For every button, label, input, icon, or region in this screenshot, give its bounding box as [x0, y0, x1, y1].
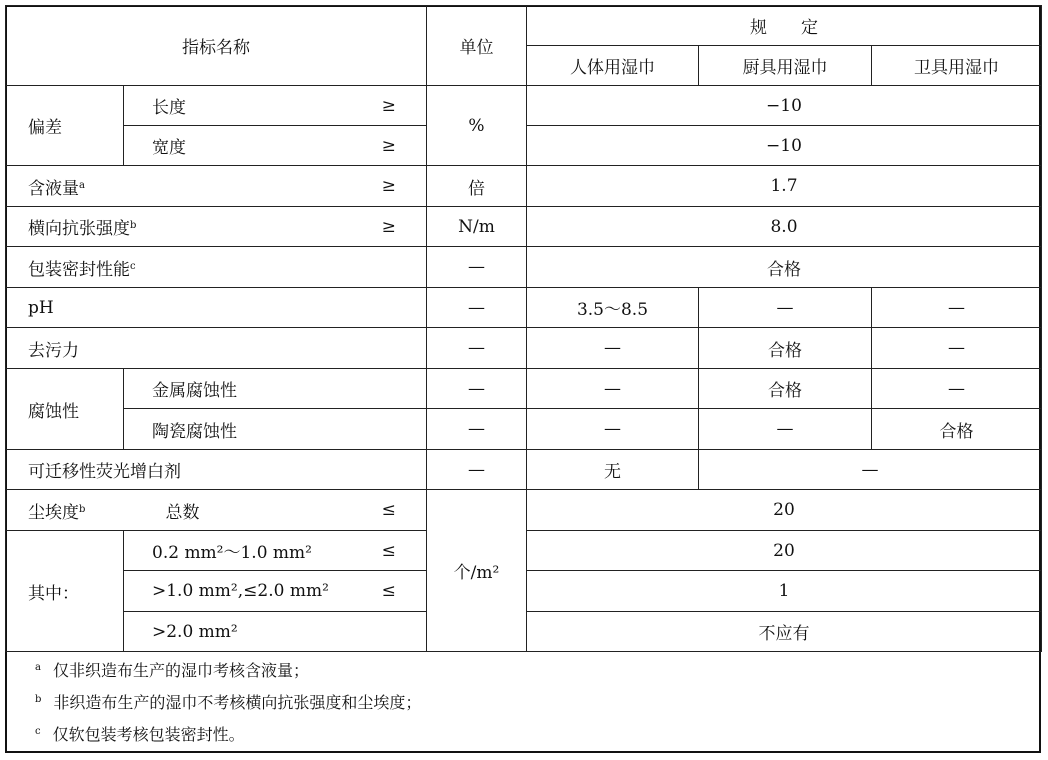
dust-total-label: 总数 — [124, 490, 352, 531]
metal-corrosion-unit: — — [427, 369, 527, 409]
header-requirement: 规 定 — [527, 6, 1042, 46]
liquid-unit: 倍 — [427, 166, 527, 207]
decontam-sanitary: — — [872, 328, 1042, 369]
width-operator: ≥ — [352, 126, 427, 166]
metal-corrosion-kitchen: 合格 — [699, 369, 872, 409]
metal-corrosion-label: 金属腐蚀性 — [124, 369, 427, 409]
ceramic-corrosion-sanitary: 合格 — [872, 409, 1042, 450]
length-label: 长度 — [124, 86, 352, 126]
liquid-operator: ≥ — [352, 166, 427, 207]
ceramic-corrosion-label: 陶瓷腐蚀性 — [124, 409, 427, 450]
table-row — [6, 207, 1042, 247]
decontam-body: — — [527, 328, 699, 369]
dust-range-operator: ≤ — [352, 571, 427, 612]
dust-range-label: >1.0 mm²,≤2.0 mm² — [124, 571, 352, 612]
table-row — [6, 450, 1042, 490]
ceramic-corrosion-kitchen: — — [699, 409, 872, 450]
dust-range-label: 0.2 mm²～1.0 mm² — [124, 531, 352, 571]
fluorescent-unit: — — [427, 450, 527, 490]
liquid-label: 含液量$^a$ — [6, 166, 352, 207]
width-value: −10 — [527, 126, 1042, 166]
dust-range-value: 不应有 — [527, 612, 1042, 652]
tensile-value: 8.0 — [527, 207, 1042, 247]
length-operator: ≥ — [352, 86, 427, 126]
header-row-1 — [6, 6, 1042, 46]
ph-label: pH — [6, 288, 427, 328]
table-row — [6, 328, 1042, 369]
tensile-unit: N/m — [427, 207, 527, 247]
fluorescent-rest: — — [699, 450, 1042, 490]
ph-unit: — — [427, 288, 527, 328]
header-body-wipes: 人体用湿巾 — [527, 46, 699, 86]
dust-total-value: 20 — [527, 490, 1042, 531]
table-row — [6, 247, 1042, 288]
sealing-unit: — — [427, 247, 527, 288]
ph-sanitary: — — [872, 288, 1042, 328]
width-label: 宽度 — [124, 126, 352, 166]
table-row — [6, 490, 1042, 531]
deviation-unit: % — [427, 86, 527, 166]
corrosion-label: 腐蚀性 — [6, 369, 124, 450]
table-row — [6, 166, 1042, 207]
header-sanitary-wipes: 卫具用湿巾 — [872, 46, 1042, 86]
footnotes — [5, 650, 1041, 753]
ceramic-corrosion-body: — — [527, 409, 699, 450]
table-row — [6, 369, 1042, 409]
table-row — [6, 409, 1042, 450]
decontam-label: 去污力 — [6, 328, 427, 369]
table-row — [6, 86, 1042, 126]
dust-label: 尘埃度$^b$ — [6, 490, 124, 531]
ph-body: 3.5～8.5 — [527, 288, 699, 328]
decontam-unit: — — [427, 328, 527, 369]
sealing-label: 包装密封性能$^c$ — [6, 247, 427, 288]
tensile-operator: ≥ — [352, 207, 427, 247]
liquid-value: 1.7 — [527, 166, 1042, 207]
footnote-a: $^a$ 仅非织造布生产的湿巾考核含液量； — [35, 661, 309, 680]
tensile-label: 横向抗张强度$^b$ — [6, 207, 352, 247]
ceramic-corrosion-unit: — — [427, 409, 527, 450]
header-kitchen-wipes: 厨具用湿巾 — [699, 46, 872, 86]
dust-range-label: >2.0 mm² — [124, 612, 427, 652]
deviation-label: 偏差 — [6, 86, 124, 166]
footnote-c: $^c$ 仅软包装考核包装密封性。 — [35, 725, 245, 744]
fluorescent-body: 无 — [527, 450, 699, 490]
decontam-kitchen: 合格 — [699, 328, 872, 369]
length-value: −10 — [527, 86, 1042, 126]
header-unit: 单位 — [427, 6, 527, 86]
ph-kitchen: — — [699, 288, 872, 328]
footnote-b: $^b$ 非织造布生产的湿巾不考核横向抗张强度和尘埃度； — [35, 693, 422, 712]
table-row — [6, 288, 1042, 328]
dust-among-label: 其中： — [6, 531, 124, 652]
fluorescent-label: 可迁移性荧光增白剂 — [6, 450, 427, 490]
dust-total-operator: ≤ — [352, 490, 427, 531]
header-indicator-name: 指标名称 — [6, 6, 427, 86]
dust-range-operator: ≤ — [352, 531, 427, 571]
sealing-value: 合格 — [527, 247, 1042, 288]
metal-corrosion-sanitary: — — [872, 369, 1042, 409]
dust-unit: 个/m² — [427, 490, 527, 652]
spec-table — [5, 5, 1042, 652]
metal-corrosion-body: — — [527, 369, 699, 409]
dust-range-value: 20 — [527, 531, 1042, 571]
dust-range-value: 1 — [527, 571, 1042, 612]
